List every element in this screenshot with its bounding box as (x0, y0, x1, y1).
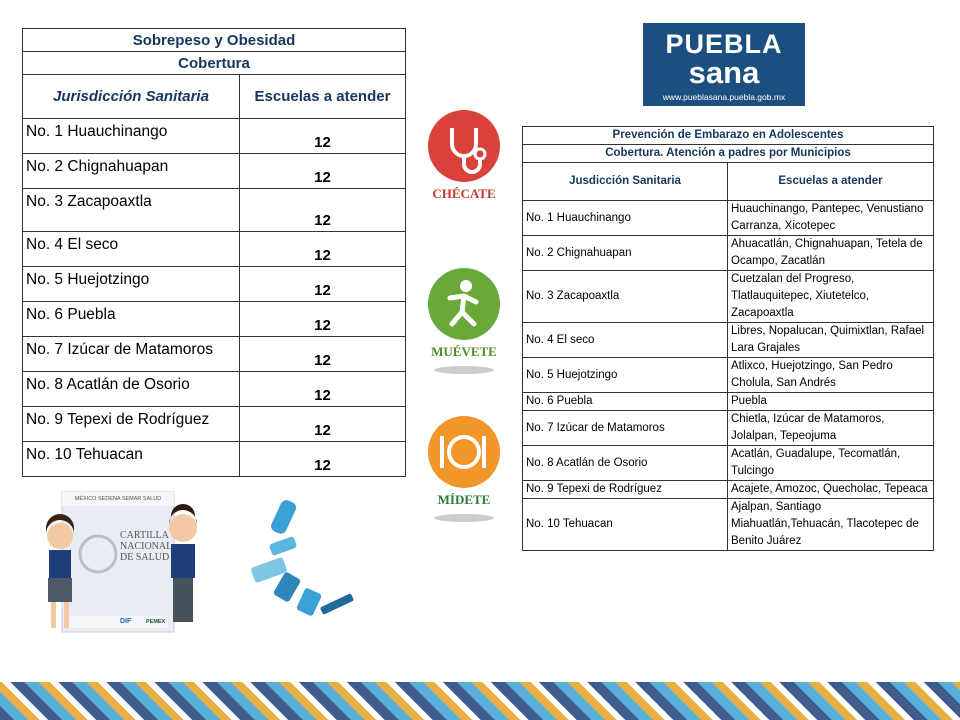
jurisdiction-cell: No. 1 Huauchinango (523, 201, 728, 236)
table-title: Prevención de Embarazo en Adolescentes (523, 127, 934, 145)
table-row (23, 372, 406, 407)
cartilla-title: CARTILLA NACIONAL DE SALUD (120, 530, 173, 563)
column-header-jurisdiction: Jusdicción Sanitaria (523, 163, 728, 201)
table-subtitle: Cobertura (23, 52, 406, 75)
table-row (523, 499, 934, 551)
logo-url: www.pueblasana.puebla.gob.mx (662, 92, 786, 102)
dif-logo: DIF (120, 618, 132, 625)
jurisdiction-cell: No. 6 Puebla (23, 302, 240, 337)
jurisdiction-cell: No. 10 Tehuacan (23, 442, 240, 477)
municipalities-cell: Huauchinango, Pantepec, Venustiano Carranza, Xicotepec (728, 201, 934, 236)
jurisdiction-cell: No. 9 Tepexi de Rodríguez (23, 407, 240, 442)
schools-cell: 12 (240, 372, 406, 407)
table-row (23, 232, 406, 267)
table-row (23, 189, 406, 232)
jurisdiction-cell: No. 5 Huejotzingo (23, 267, 240, 302)
municipalities-cell: Acajete, Amozoc, Quecholac, Tepeaca (728, 481, 934, 499)
jurisdiction-cell: No. 7 Izúcar de Matamoros (23, 337, 240, 372)
municipalities-cell: Puebla (728, 393, 934, 411)
column-header-schools: Escuelas a atender (240, 75, 406, 119)
jurisdiction-cell: No. 7 Izúcar de Matamoros (523, 411, 728, 446)
pemex-logo: PEMEX (146, 619, 166, 625)
table-row (523, 236, 934, 271)
plate-icon (428, 416, 500, 488)
table-row (523, 358, 934, 393)
schools-cell: 12 (240, 154, 406, 189)
schools-cell: 12 (240, 337, 406, 372)
jurisdiction-cell: No. 2 Chignahuapan (523, 236, 728, 271)
table-row (523, 411, 934, 446)
table-row (523, 323, 934, 358)
table-row (23, 407, 406, 442)
schools-cell: 12 (240, 232, 406, 267)
table-row (23, 119, 406, 154)
table-row (523, 481, 934, 499)
schools-cell: 12 (240, 442, 406, 477)
puebla-sana-logo (643, 23, 805, 106)
decorative-footer-band (0, 682, 960, 720)
exercise-icon (428, 268, 500, 340)
table-row (23, 267, 406, 302)
jurisdiction-cell: No. 4 El seco (23, 232, 240, 267)
municipalities-cell: Cuetzalan del Progreso, Tlatlauquitepec, Xiutetelco, Zacapoaxtla (728, 271, 934, 323)
badge-shadow (434, 514, 494, 522)
table-row (23, 302, 406, 337)
schools-cell: 12 (240, 302, 406, 337)
table-row (23, 337, 406, 372)
jurisdiction-cell: No. 8 Acatlán de Osorio (523, 446, 728, 481)
jurisdiction-cell: No. 4 El seco (523, 323, 728, 358)
schools-cell: 12 (240, 267, 406, 302)
table-row (23, 154, 406, 189)
municipalities-cell: Atlixco, Huejotzingo, San Pedro Cholula, San Andrés (728, 358, 934, 393)
pregnancy-prevention-table (522, 126, 934, 551)
municipalities-cell: Acatlán, Guadalupe, Tecomatlán, Tulcingo (728, 446, 934, 481)
jurisdiction-cell: No. 9 Tepexi de Rodríguez (523, 481, 728, 499)
table-row (523, 446, 934, 481)
logo-line-1: PUEBLA (665, 29, 783, 59)
municipalities-cell: Chietla, Izúcar de Matamoros, Jolalpan, Tepeojuma (728, 411, 934, 446)
midete-badge (424, 416, 504, 522)
table-row (523, 393, 934, 411)
checate-badge (424, 110, 504, 202)
jurisdiction-cell: No. 3 Zacapoaxtla (523, 271, 728, 323)
column-header-schools: Escuelas a atender (728, 163, 934, 201)
muevete-badge (424, 268, 504, 374)
table-row (23, 442, 406, 477)
schools-cell: 12 (240, 407, 406, 442)
medicines-illustration (248, 496, 358, 626)
table-row (523, 271, 934, 323)
jurisdiction-cell: No. 10 Tehuacan (523, 499, 728, 551)
jurisdiction-cell: No. 5 Huejotzingo (523, 358, 728, 393)
logo-line-2: sana (688, 55, 760, 90)
table-row (523, 201, 934, 236)
municipalities-cell: Libres, Nopalucan, Quimixtlan, Rafael Lara Grajales (728, 323, 934, 358)
schools-cell: 12 (240, 119, 406, 154)
schools-cell: 12 (240, 189, 406, 232)
muevete-label: MUÉVETE (431, 344, 497, 359)
obesity-coverage-table (22, 28, 406, 477)
jurisdiction-cell: No. 6 Puebla (523, 393, 728, 411)
jurisdiction-cell: No. 1 Huauchinango (23, 119, 240, 154)
checate-label: CHÉCATE (432, 186, 496, 201)
jurisdiction-cell: No. 8 Acatlán de Osorio (23, 372, 240, 407)
table-title: Sobrepeso y Obesidad (23, 29, 406, 52)
jurisdiction-cell: No. 2 Chignahuapan (23, 154, 240, 189)
table-subtitle: Cobertura. Atención a padres por Municipios (523, 145, 934, 163)
stethoscope-icon (428, 110, 500, 182)
health-card-illustration (40, 488, 210, 638)
municipalities-cell: Ajalpan, Santiago Miahuatlán,Tehuacán, Tlacotepec de Benito Juárez (728, 499, 934, 551)
municipalities-cell: Ahuacatlán, Chignahuapan, Tetela de Ocampo, Zacatlán (728, 236, 934, 271)
jurisdiction-cell: No. 3 Zacapoaxtla (23, 189, 240, 232)
column-header-jurisdiction: Jurisdicción Sanitaria (23, 75, 240, 119)
midete-label: MÍDETE (437, 492, 491, 507)
cartilla-header: MÉXICO SEDENA SEMAR SALUD (74, 496, 162, 502)
badge-shadow (434, 366, 494, 374)
